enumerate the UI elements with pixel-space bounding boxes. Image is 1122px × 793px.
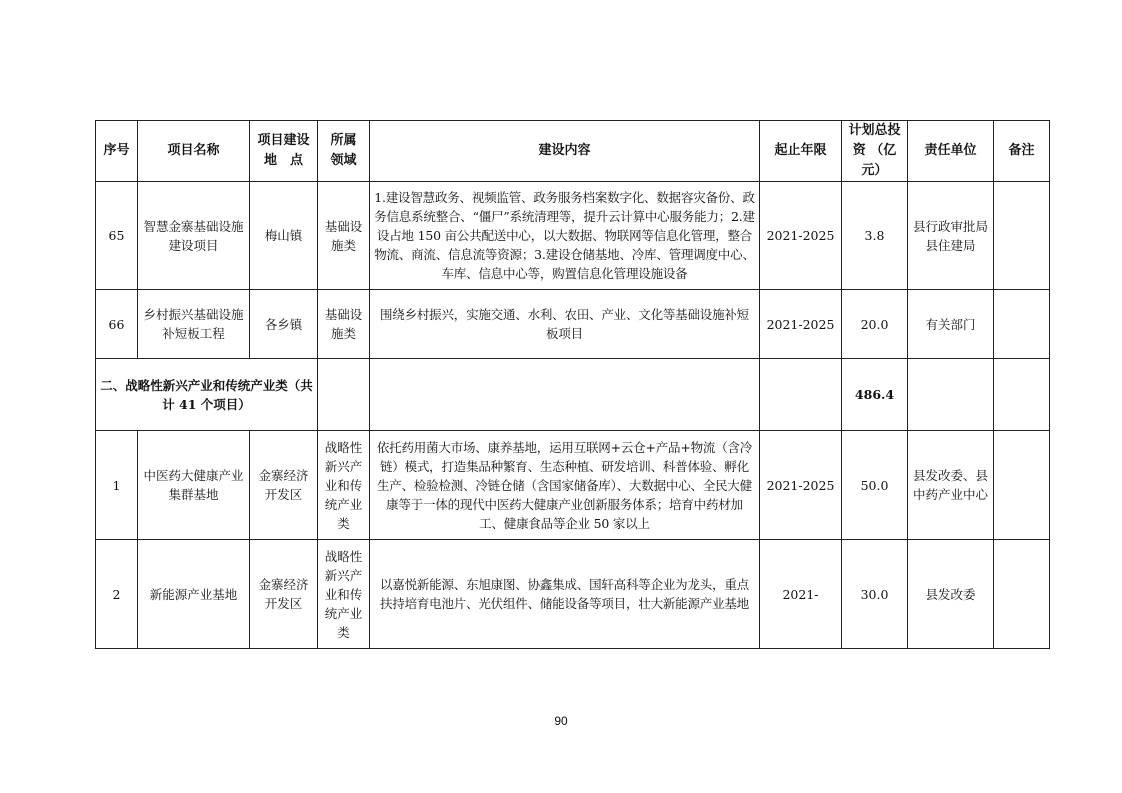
- cell-content: 围绕乡村振兴，实施交通、水利、农田、产业、文化等基础设施补短板项目: [370, 290, 760, 359]
- cell-name: 中医药大健康产业集群基地: [138, 431, 250, 540]
- cell-note: [994, 290, 1050, 359]
- header-content: 建设内容: [370, 121, 760, 182]
- cell-investment: 30.0: [842, 540, 908, 649]
- cell-unit: 县行政审批局 县住建局: [908, 182, 994, 290]
- header-unit: 责任单位: [908, 121, 994, 182]
- header-note: 备注: [994, 121, 1050, 182]
- cell-investment: 50.0: [842, 431, 908, 540]
- table-row: [96, 182, 1050, 290]
- cell-unit: 县发改委、县中药产业中心: [908, 431, 994, 540]
- cell-location: 金寨经济开发区: [250, 540, 318, 649]
- header-seq: 序号: [96, 121, 138, 182]
- cell-note: [994, 540, 1050, 649]
- table-row: [96, 540, 1050, 649]
- table-row: [96, 290, 1050, 359]
- section-empty-period: [760, 359, 842, 431]
- page-number: 90: [554, 714, 568, 728]
- cell-content: 以嘉悦新能源、东旭康图、协鑫集成、国轩高科等企业为龙头，重点扶持培育电池片、光伏组件、储能设备等项目，壮大新能源产业基地: [370, 540, 760, 649]
- cell-period: 2021-2025: [760, 290, 842, 359]
- cell-location: 各乡镇: [250, 290, 318, 359]
- cell-name: 新能源产业基地: [138, 540, 250, 649]
- cell-content: 1.建设智慧政务、视频监管、政务服务档案数字化、数据容灾备份、政务信息系统整合、“僵尸”系统清理等，提升云计算中心服务能力；2.建设占地 150 亩公共配送中心，以大数据、物联网等信息化管理，整合物流、商流、信息流等资源；3.建设仓储基地、冷库、管理调度中心、车库、信息中心等，购置信息化管理设施设备: [370, 182, 760, 290]
- cell-unit: 县发改委: [908, 540, 994, 649]
- cell-name: 乡村振兴基础设施补短板工程: [138, 290, 250, 359]
- section-empty-content: [370, 359, 760, 431]
- cell-location: 梅山镇: [250, 182, 318, 290]
- cell-period: 2021-: [760, 540, 842, 649]
- cell-domain: 基础设施类: [318, 182, 370, 290]
- cell-note: [994, 431, 1050, 540]
- cell-domain: 基础设施类: [318, 290, 370, 359]
- cell-name: 智慧金寨基础设施建设项目: [138, 182, 250, 290]
- cell-seq: 2: [96, 540, 138, 649]
- cell-seq: 65: [96, 182, 138, 290]
- table-row: [96, 431, 1050, 540]
- section-empty-domain: [318, 359, 370, 431]
- cell-note: [994, 182, 1050, 290]
- cell-investment: 3.8: [842, 182, 908, 290]
- cell-location: 金寨经济开发区: [250, 431, 318, 540]
- header-name: 项目名称: [138, 121, 250, 182]
- cell-content: 依托药用菌大市场、康养基地，运用互联网+云仓+产品+物流（含冷链）模式，打造集品种繁育、生态种植、研发培训、科普体验、孵化生产、检验检测、冷链仓储（含国家储备库）、大数据中心、全民大健康等于一体的现代中医药大健康产业创新服务体系；培育中药材加工、健康食品等企业 50 家以上: [370, 431, 760, 540]
- section-row: [96, 359, 1050, 431]
- project-table: [95, 120, 1050, 649]
- cell-investment: 20.0: [842, 290, 908, 359]
- header-domain: 所属 领域: [318, 121, 370, 182]
- cell-period: 2021-2025: [760, 182, 842, 290]
- section-empty-unit: [908, 359, 994, 431]
- section-title: 二、战略性新兴产业和传统产业类（共计 41 个项目）: [96, 359, 318, 431]
- cell-domain: 战略性新兴产业和传统产业类: [318, 540, 370, 649]
- cell-seq: 1: [96, 431, 138, 540]
- cell-domain: 战略性新兴产业和传统产业类: [318, 431, 370, 540]
- section-total: 486.4: [842, 359, 908, 431]
- header-location: 项目建设 地 点: [250, 121, 318, 182]
- section-empty-note: [994, 359, 1050, 431]
- cell-period: 2021-2025: [760, 431, 842, 540]
- header-row: [96, 121, 1050, 182]
- header-investment: 计划总投资 （亿元）: [842, 121, 908, 182]
- cell-unit: 有关部门: [908, 290, 994, 359]
- header-period: 起止年限: [760, 121, 842, 182]
- cell-seq: 66: [96, 290, 138, 359]
